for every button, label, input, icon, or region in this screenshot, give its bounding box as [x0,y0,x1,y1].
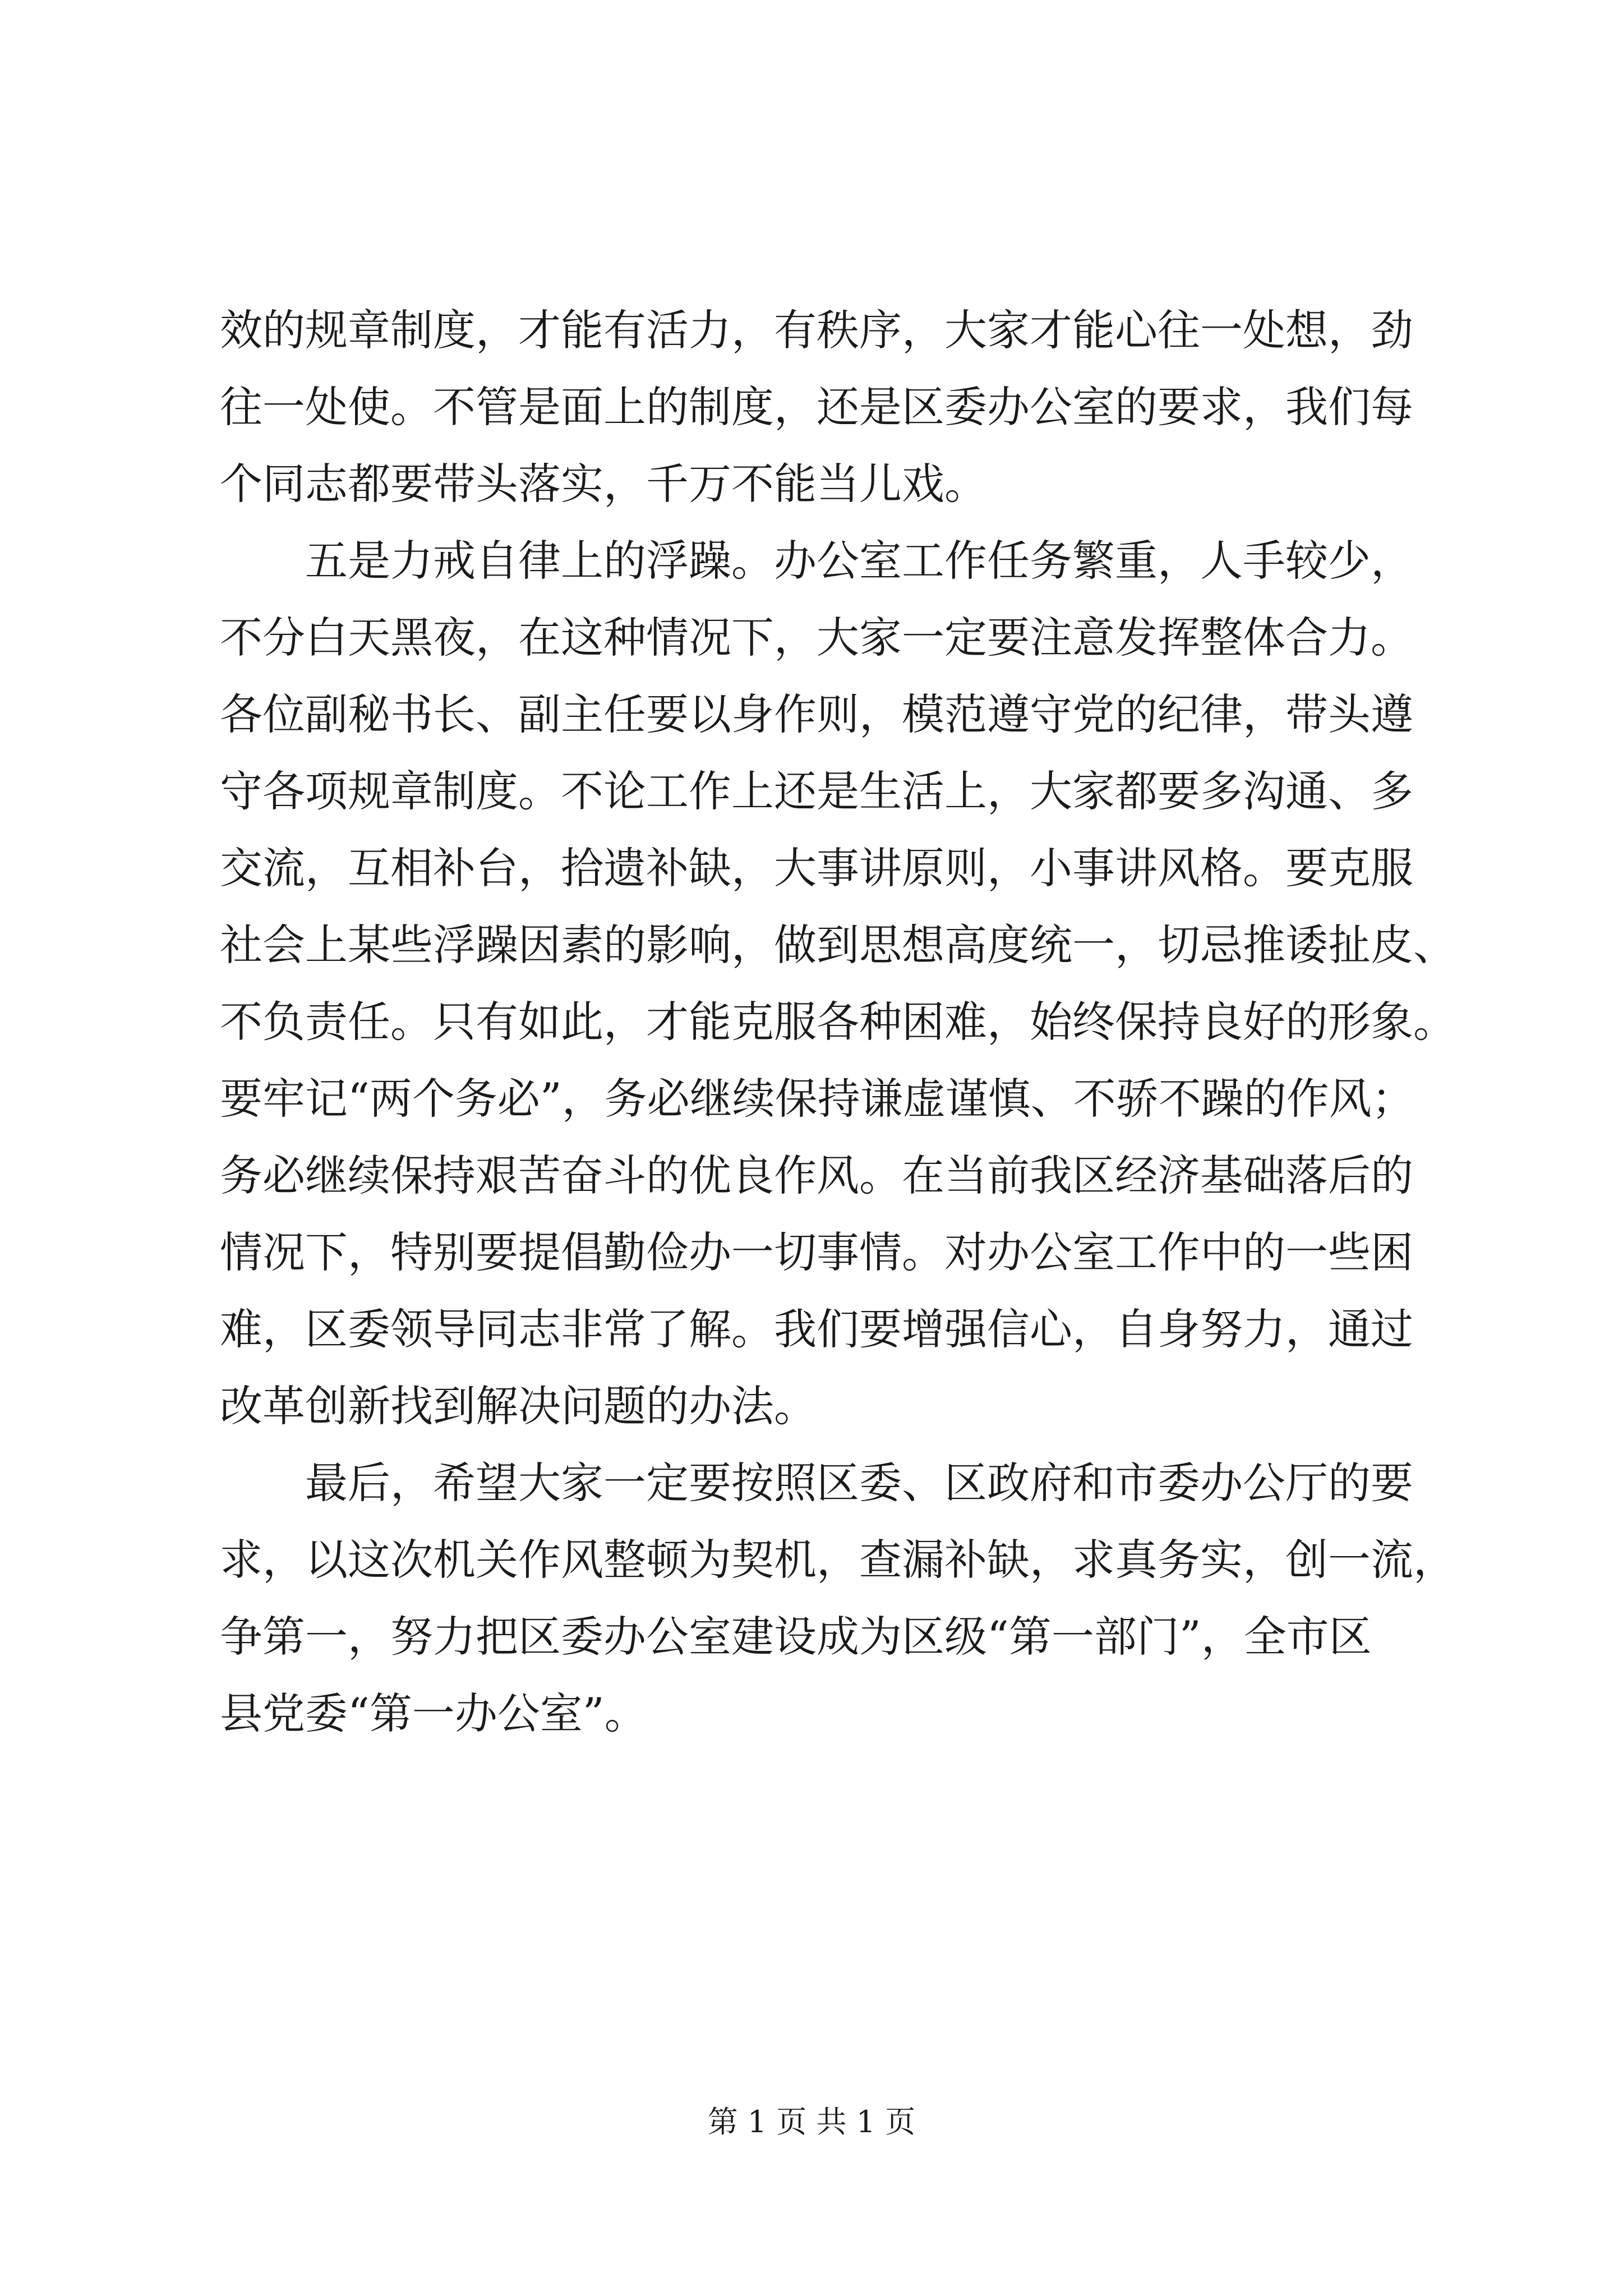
paragraph-line: 各位副秘书长、副主任要以身作则，模范遵守党的纪律，带头遵 [220,689,1413,739]
paragraph-line: 不分白天黑夜，在这种情况下，大家一定要注意发挥整体合力。 [220,613,1413,662]
paragraph-line: 社会上某些浮躁因素的影响，做到思想高度统一，切忌推诿扯皮、 [220,920,1456,970]
paragraph-line: 难，区委领导同志非常了解。我们要增强信心，自身努力，通过 [220,1304,1413,1354]
paragraph-line: 求，以这次机关作风整顿为契机，查漏补缺，求真务实，创一流， [220,1535,1456,1585]
paragraph-line: 争第一，努力把区委办公室建设成为区级“第一部门”，全市区 [220,1612,1372,1662]
paragraph-line: 五是力戒自律上的浮躁。办公室工作任务繁重，人手较少， [305,536,1413,586]
paragraph-2 [220,522,1456,1444]
page-number-footer: 第 1 页 共 1 页 [707,2104,916,2139]
document-body [220,292,1456,1752]
paragraph-line: 不负责任。只有如此，才能克服各种困难，始终保持良好的形象。 [220,997,1456,1047]
paragraph-line: 改革创新找到解决问题的办法。 [220,1381,817,1431]
paragraph-line: 要牢记“两个务必”，务必继续保持谦虚谨慎、不骄不躁的作风； [220,1074,1414,1124]
paragraph-line: 最后，希望大家一定要按照区委、区政府和市委办公厅的要 [305,1458,1413,1508]
paragraph-line: 务必继续保持艰苦奋斗的优良作风。在当前我区经济基础落后的 [220,1151,1413,1200]
paragraph-line: 情况下，特别要提倡勤俭办一切事情。对办公室工作中的一些困 [220,1227,1413,1277]
paragraph-1 [220,292,1426,522]
paragraph-line: 个同志都要带头落实，千万不能当儿戏。 [220,459,987,509]
paragraph-line: 往一处使。不管是面上的制度，还是区委办公室的要求，我们每 [220,382,1413,432]
paragraph-line: 效的规章制度，才能有活力，有秩序，大家才能心往一处想，劲 [220,305,1413,355]
paragraph-line: 交流，互相补台，拾遗补缺，大事讲原则，小事讲风格。要克服 [220,843,1413,893]
paragraph-line: 守各项规章制度。不论工作上还是生活上，大家都要多沟通、多 [220,766,1413,816]
paragraph-3 [220,1444,1456,1752]
paragraph-line: 县党委“第一办公室”。 [220,1688,647,1738]
